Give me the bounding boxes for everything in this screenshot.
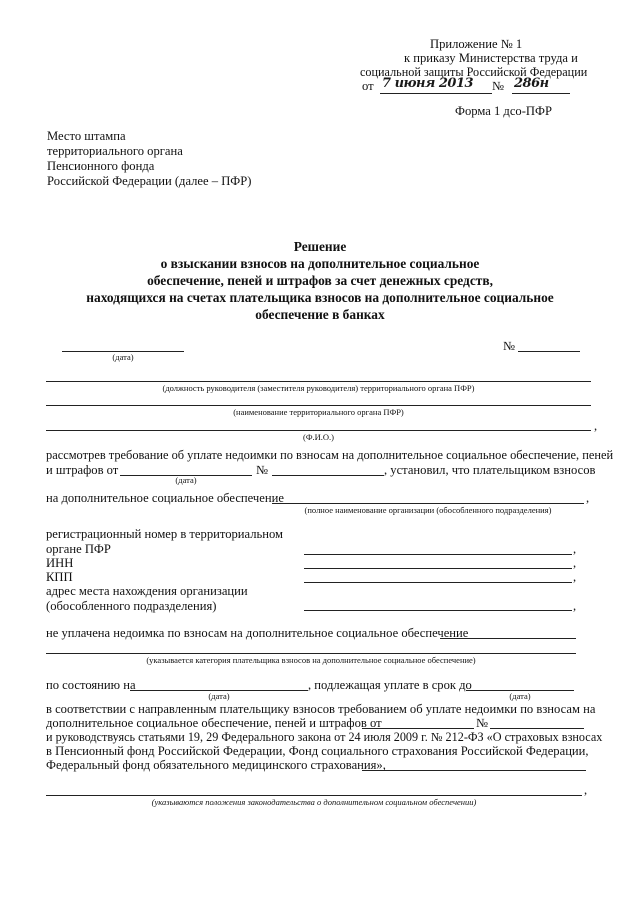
head-position-field[interactable] [46, 381, 591, 382]
fio-caption: (Ф.И.О.) [302, 432, 335, 442]
p2-line-2b: № [476, 716, 489, 730]
reg-number-line-1: регистрационный номер в территориальном [46, 527, 284, 541]
p2-number-field[interactable] [490, 728, 584, 729]
address-comma: , [573, 599, 577, 613]
form-label: Форма 1 дсо-ПФР [455, 104, 552, 118]
title-line-3: обеспечение, пеней и штрафов за счет денежных средств, [147, 273, 493, 288]
appendix-number-underline [512, 93, 570, 94]
unpaid-label: не уплачена недоимка по взносам на дополнительное социальное обеспечение [46, 626, 469, 640]
reg-number-line-2: органе ПФР [46, 542, 111, 556]
law-field-2[interactable] [46, 795, 582, 796]
title-line-4: находящихся на счетах плательщика взносов на дополнительное социальное [86, 290, 554, 305]
org-name-field[interactable] [46, 405, 591, 406]
p1-line-3: на дополнительное социальное обеспечение [46, 491, 284, 505]
p2-date-field[interactable] [362, 728, 474, 729]
full-org-name-field[interactable] [272, 503, 584, 504]
reg-number-comma: , [573, 542, 577, 556]
appendix-line-2: к приказу Министерства труда и [404, 51, 578, 65]
inn-comma: , [573, 556, 577, 570]
appendix-date-handwritten: 7 июня 2013 [382, 76, 474, 91]
unpaid-field-1[interactable] [440, 638, 576, 639]
appendix-date-prefix: от [362, 79, 374, 93]
decision-date-caption: (дата) [112, 352, 134, 362]
full-org-name-comma: , [586, 491, 590, 505]
stamp-line-2: территориального органа [47, 144, 183, 158]
decision-number-sign: № [503, 339, 516, 353]
p2-line-4: в Пенсионный фонд Российской Федерации, Фонд социального страхования Российской Федерации, [46, 744, 589, 758]
p1-line-1: рассмотрев требование об уплате недоимки по взносам на дополнительное социальное обеспечение, пеней [46, 448, 614, 462]
due-date-caption: (дата) [509, 691, 531, 701]
inn-field[interactable] [304, 568, 572, 569]
p1-line-2b: № [256, 463, 269, 477]
appendix-line-1: Приложение № 1 [430, 37, 523, 51]
appendix-date-underline [380, 93, 492, 94]
p2-line-2a: дополнительное социальное обеспечение, пеней и штрафов от [46, 716, 382, 730]
state-label-a: по состоянию на [46, 678, 136, 692]
unpaid-field-2[interactable] [46, 653, 576, 654]
appendix-line-3: социальной защиты Российской Федерации [360, 65, 588, 79]
address-line-2: (обособленного подразделения) [46, 599, 217, 613]
law-comma: , [584, 783, 588, 797]
appendix-number-sign: № [492, 79, 505, 93]
fio-comma: , [594, 419, 598, 433]
address-line-1: адрес места нахождения организации [46, 584, 248, 598]
requirement-date-caption: (дата) [175, 475, 197, 485]
title-line-1: Решение [293, 239, 347, 254]
kpp-comma: , [573, 570, 577, 584]
fio-field[interactable] [46, 430, 591, 431]
requirement-number-field[interactable] [272, 475, 384, 476]
law-field-1[interactable] [362, 770, 586, 771]
stamp-line-3: Пенсионного фонда [47, 159, 155, 173]
p1-line-2c: , установил, что плательщиком взносов [384, 463, 596, 477]
kpp-field[interactable] [304, 582, 572, 583]
org-name-caption: (наименование территориального органа ПФР) [233, 407, 404, 417]
title-line-2: о взыскании взносов на дополнительное социальное [160, 256, 480, 271]
inn-label: ИНН [46, 556, 74, 570]
p2-line-1: в соответствии с направленным плательщику взносов требованием об уплате недоимки по взносам на [46, 702, 596, 716]
p1-line-2a: и штрафов от [46, 463, 119, 477]
state-label-b: , подлежащая уплате в срок до [308, 678, 472, 692]
title-line-5: обеспечение в банках [255, 307, 385, 322]
law-caption: (указываются положения законодательства о дополнительном социальном обеспечении) [151, 797, 477, 807]
stamp-line-1: Место штампа [47, 129, 126, 143]
unpaid-caption: (указывается категория плательщика взносов на дополнительное социальное обеспечение) [146, 655, 476, 665]
decision-number-field[interactable] [518, 351, 580, 352]
full-org-name-caption: (полное наименование организации (обособленного подразделения) [304, 505, 552, 515]
appendix-number-handwritten: 286н [514, 76, 549, 91]
address-field[interactable] [304, 610, 572, 611]
state-date-caption: (дата) [208, 691, 230, 701]
stamp-line-4: Российской Федерации (далее – ПФР) [47, 174, 252, 188]
p2-line-5: Федеральный фонд обязательного медицинского страхования», [46, 758, 386, 772]
reg-number-field[interactable] [304, 554, 572, 555]
kpp-label: КПП [46, 570, 73, 584]
head-position-caption: (должность руководителя (заместителя руководителя) территориального органа ПФР) [162, 383, 475, 393]
p2-line-3: и руководствуясь статьями 19, 29 Федерального закона от 24 июля 2009 г. № 212-ФЗ «О страховых взносах [46, 730, 603, 744]
